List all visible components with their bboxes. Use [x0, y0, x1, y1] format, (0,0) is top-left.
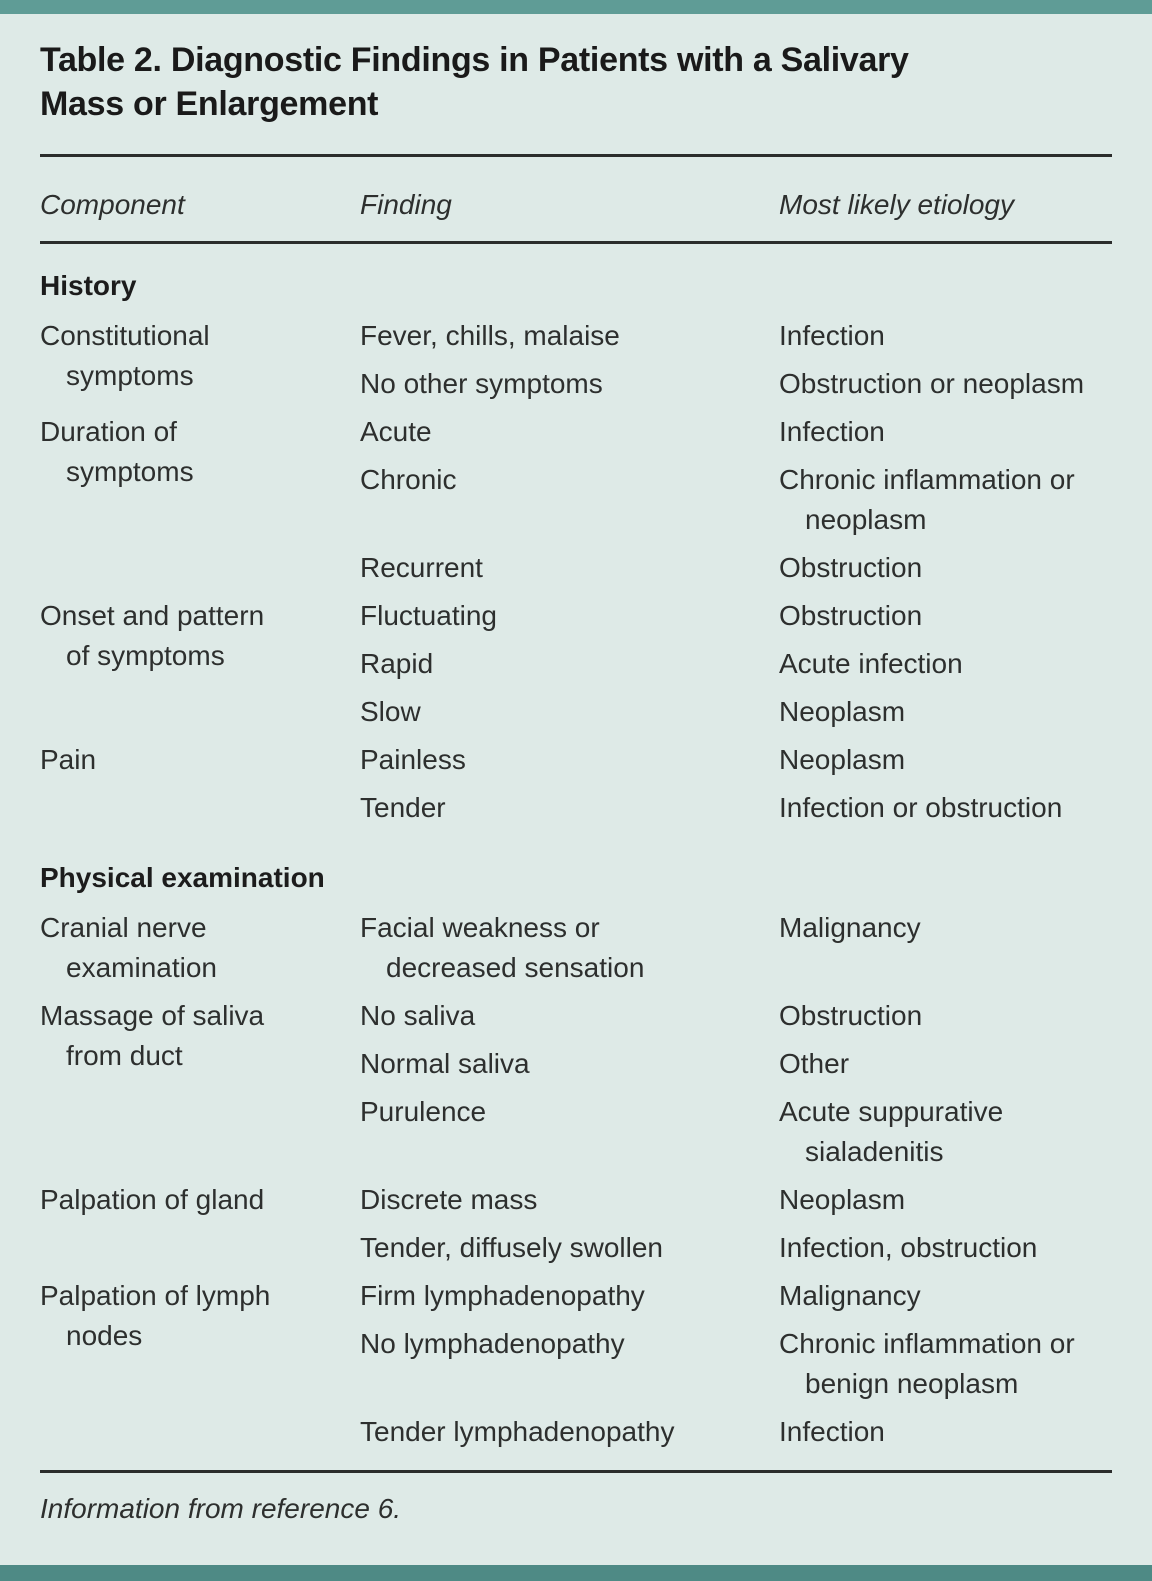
text-line: Constitutional [40, 320, 210, 351]
text-line: Tender lymphadenopathy [360, 1416, 675, 1447]
finding-etiology-row [360, 412, 1112, 452]
text-line: Onset and pattern [40, 600, 265, 631]
finding-cell [360, 644, 779, 684]
text-line: Facial weakness or [360, 912, 600, 943]
text-line: Infection [779, 320, 885, 351]
footer-divider-rule [40, 1470, 1112, 1473]
text-line: No lymphadenopathy [360, 1328, 625, 1359]
text-line: Malignancy [779, 912, 921, 943]
finding-etiology-rows [360, 1180, 1112, 1276]
text-line: benign neoplasm [805, 1368, 1019, 1399]
text-line: symptoms [66, 456, 194, 487]
text-line: Table 2. Diagnostic Findings in Patients with a Salivary [40, 41, 909, 79]
text-line: Recurrent [360, 552, 483, 583]
text-line: from duct [66, 1040, 183, 1071]
etiology-cell [779, 316, 1112, 356]
text-line: Obstruction or neoplasm [779, 368, 1085, 399]
text-line: decreased sensation [386, 952, 645, 983]
column-header-component: Component [40, 189, 185, 220]
text-line: of symptoms [66, 640, 225, 671]
finding-cell [360, 740, 779, 780]
etiology-cell [779, 1228, 1112, 1268]
text-line: Malignancy [779, 1280, 921, 1311]
table-group [40, 1276, 1112, 1460]
text-line: No other symptoms [360, 368, 603, 399]
etiology-cell [779, 1276, 1112, 1316]
finding-etiology-row [360, 1412, 1112, 1452]
finding-etiology-row [360, 1228, 1112, 1268]
text-line: nodes [66, 1320, 143, 1351]
text-line: Chronic inflammation or [779, 464, 1075, 495]
finding-etiology-row [360, 1180, 1112, 1220]
section-heading: History [40, 270, 137, 301]
text-line: Fluctuating [360, 600, 497, 631]
column-header-finding: Finding [360, 189, 452, 220]
finding-cell [360, 788, 779, 828]
column-header-row [40, 157, 1112, 241]
text-line: Obstruction [779, 600, 923, 631]
finding-etiology-row [360, 548, 1112, 588]
table-body [40, 266, 1112, 1460]
text-line: symptoms [66, 360, 194, 391]
finding-cell [360, 908, 779, 988]
text-line: Mass or Enlargement [40, 85, 379, 123]
text-line: sialadenitis [805, 1136, 944, 1167]
text-line: Palpation of lymph [40, 1280, 271, 1311]
component-cell [40, 412, 360, 492]
text-line: Fever, chills, malaise [360, 320, 620, 351]
table-group [40, 1180, 1112, 1276]
etiology-cell [779, 1412, 1112, 1452]
text-line: Infection or obstruction [779, 792, 1063, 823]
finding-cell [360, 596, 779, 636]
finding-etiology-rows [360, 316, 1112, 412]
finding-cell [360, 412, 779, 452]
table-group [40, 908, 1112, 996]
text-line: Obstruction [779, 1000, 923, 1031]
text-line: Massage of saliva [40, 1000, 265, 1031]
table-footnote: Information from reference 6. [40, 1493, 402, 1524]
finding-cell [360, 364, 779, 404]
bottom-accent-bar [0, 1565, 1152, 1581]
finding-etiology-row [360, 1276, 1112, 1316]
finding-cell [360, 996, 779, 1036]
text-line: No saliva [360, 1000, 476, 1031]
etiology-cell [779, 908, 1112, 948]
finding-cell [360, 1228, 779, 1268]
finding-cell [360, 460, 779, 500]
text-line: Infection [779, 1416, 885, 1447]
text-line: Acute infection [779, 648, 963, 679]
text-line: Infection [779, 416, 885, 447]
finding-cell [360, 692, 779, 732]
text-line: Tender, diffusely swollen [360, 1232, 663, 1263]
component-cell [40, 596, 360, 676]
table-group [40, 412, 1112, 596]
component-cell [40, 740, 360, 780]
text-line: Palpation of gland [40, 1184, 265, 1215]
text-line: Slow [360, 696, 421, 727]
top-accent-bar [0, 0, 1152, 14]
finding-etiology-row [360, 316, 1112, 356]
finding-etiology-rows [360, 596, 1112, 740]
etiology-cell [779, 740, 1112, 780]
finding-etiology-row [360, 692, 1112, 732]
finding-etiology-row [360, 788, 1112, 828]
finding-etiology-row [360, 1324, 1112, 1404]
etiology-cell [779, 692, 1112, 732]
text-line: neoplasm [805, 504, 927, 535]
text-line: Chronic [360, 464, 457, 495]
etiology-cell [779, 1092, 1112, 1172]
etiology-cell [779, 1324, 1112, 1404]
finding-etiology-row [360, 460, 1112, 540]
component-cell [40, 996, 360, 1076]
table-group [40, 996, 1112, 1180]
etiology-cell [779, 596, 1112, 636]
text-line: Acute [360, 416, 432, 447]
finding-cell [360, 1324, 779, 1364]
finding-cell [360, 548, 779, 588]
etiology-cell [779, 412, 1112, 452]
text-line: Acute suppurative [779, 1096, 1004, 1127]
text-line: examination [66, 952, 217, 983]
finding-etiology-row [360, 996, 1112, 1036]
text-line: Normal saliva [360, 1048, 530, 1079]
finding-etiology-rows [360, 412, 1112, 596]
finding-etiology-row [360, 1092, 1112, 1172]
text-line: Cranial nerve [40, 912, 207, 943]
etiology-cell [779, 788, 1112, 828]
text-line: Tender [360, 792, 446, 823]
section-heading: Physical examination [40, 862, 325, 893]
finding-etiology-row [360, 740, 1112, 780]
finding-etiology-rows [360, 996, 1112, 1180]
text-line: Infection, obstruction [779, 1232, 1038, 1263]
etiology-cell [779, 644, 1112, 684]
text-line: Neoplasm [779, 744, 906, 775]
text-line: Duration of [40, 416, 177, 447]
component-cell [40, 908, 360, 988]
column-header-etiology: Most likely etiology [779, 189, 1014, 220]
finding-cell [360, 1180, 779, 1220]
text-line: Discrete mass [360, 1184, 538, 1215]
text-line: Neoplasm [779, 1184, 906, 1215]
finding-etiology-rows [360, 1276, 1112, 1460]
etiology-cell [779, 548, 1112, 588]
etiology-cell [779, 460, 1112, 540]
etiology-cell [779, 996, 1112, 1036]
etiology-cell [779, 1044, 1112, 1084]
component-cell [40, 316, 360, 396]
finding-cell [360, 1044, 779, 1084]
finding-etiology-row [360, 596, 1112, 636]
finding-cell [360, 1092, 779, 1132]
text-line: Pain [40, 744, 97, 775]
text-line: Firm lymphadenopathy [360, 1280, 645, 1311]
text-line: Chronic inflammation or [779, 1328, 1075, 1359]
text-line: Painless [360, 744, 466, 775]
finding-etiology-rows [360, 740, 1112, 836]
finding-cell [360, 1412, 779, 1452]
etiology-cell [779, 1180, 1112, 1220]
table-title [40, 38, 1080, 126]
header-divider-rule [40, 241, 1112, 244]
finding-etiology-row [360, 908, 1112, 988]
etiology-cell [779, 364, 1112, 404]
text-line: Obstruction [779, 552, 923, 583]
finding-etiology-rows [360, 908, 1112, 996]
table-group [40, 740, 1112, 836]
table-section [40, 266, 1112, 836]
text-line: Other [779, 1048, 850, 1079]
finding-etiology-row [360, 1044, 1112, 1084]
finding-etiology-row [360, 364, 1112, 404]
text-line: Neoplasm [779, 696, 906, 727]
table-group [40, 316, 1112, 412]
finding-cell [360, 1276, 779, 1316]
text-line: Rapid [360, 648, 434, 679]
text-line: Purulence [360, 1096, 487, 1127]
table-section [40, 858, 1112, 1460]
component-cell [40, 1180, 360, 1220]
finding-etiology-row [360, 644, 1112, 684]
table-group [40, 596, 1112, 740]
component-cell [40, 1276, 360, 1356]
finding-cell [360, 316, 779, 356]
